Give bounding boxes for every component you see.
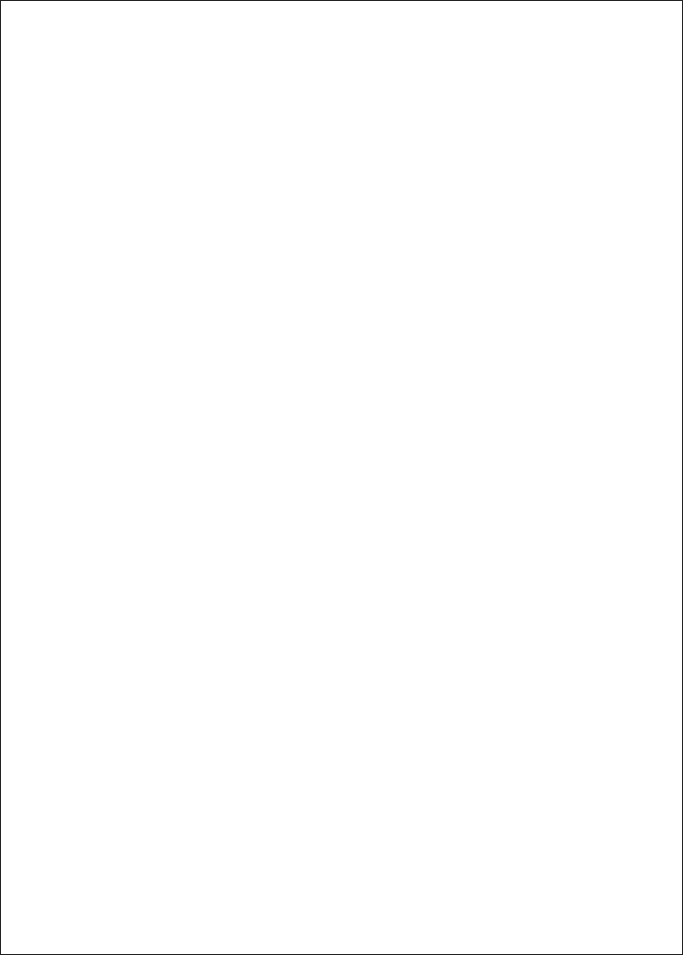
table-of-contents <box>119 127 581 138</box>
